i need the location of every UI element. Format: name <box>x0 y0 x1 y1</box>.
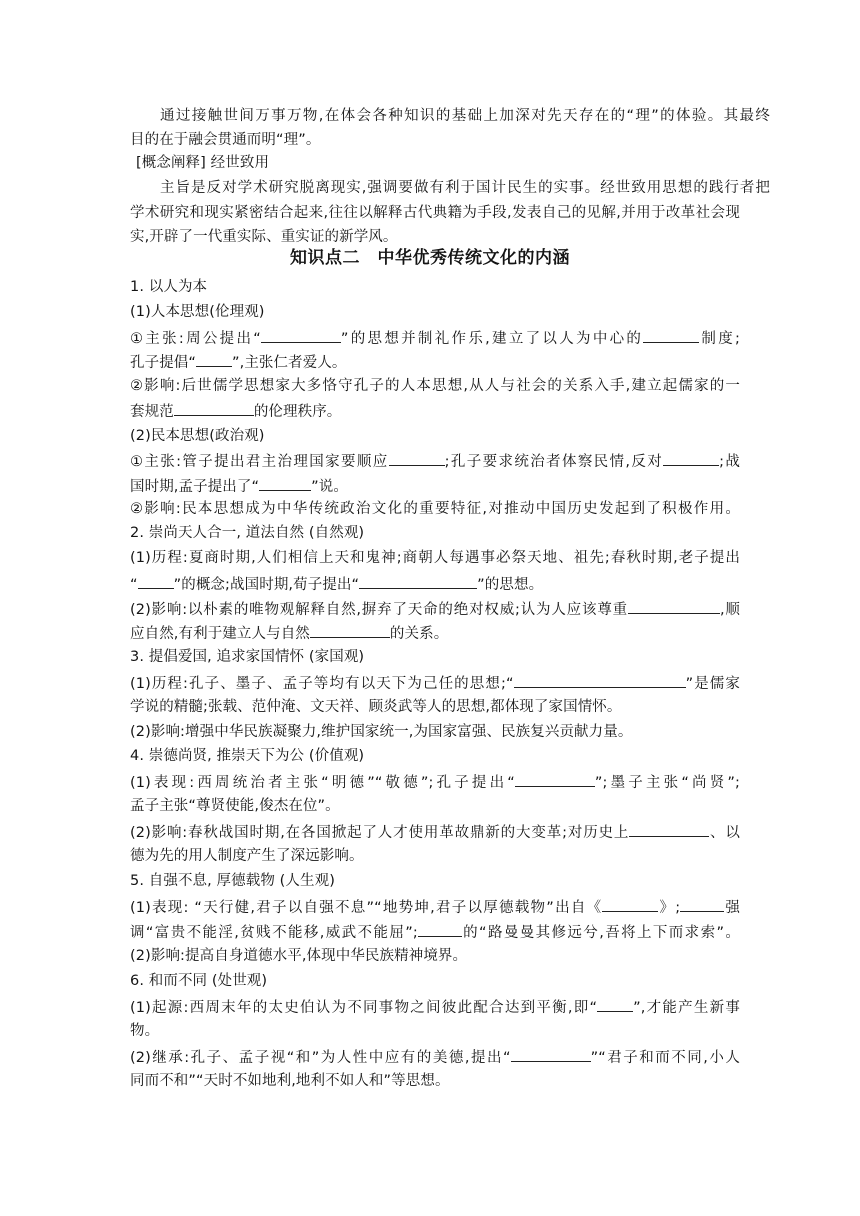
s5-line-c <box>130 946 740 966</box>
s1-line-e <box>130 450 740 472</box>
fill-blank[interactable] <box>138 573 174 589</box>
text: ”是儒家 <box>685 676 740 692</box>
s4-title: 4. 崇德尚贤, 推崇天下为公 (价值观) <box>130 748 365 764</box>
fill-blank[interactable] <box>597 996 633 1012</box>
s1-sub1: (1)人本思想(伦理观) <box>130 304 265 320</box>
s3-line-c <box>130 722 740 742</box>
concept-line-3 <box>130 227 740 247</box>
text: 同而不和”“天时不如地利,地利不如人和”等思想。 <box>130 1073 450 1089</box>
s4-line-c <box>130 821 740 843</box>
text: 学术研究和现实紧密结合起来,往往以解释古代典籍为手段,发表自己的见解,并用于改革社会现 <box>130 205 740 221</box>
s1-line-a <box>130 327 740 349</box>
s2-title: 2. 崇尚天人合一, 道法自然 (自然观) <box>130 525 365 541</box>
text: 学说的精髓;张载、范仲淹、文天祥、顾炎武等人的思想,都体现了家国情怀。 <box>130 699 622 715</box>
s1-line-b <box>130 351 740 373</box>
s3-line-b <box>130 697 740 717</box>
text: (1)表现: “天行健,君子以自强不息”“地势坤,君子以厚德载物”出自《 <box>130 900 603 916</box>
fill-blank[interactable] <box>174 400 254 416</box>
text: 德为先的用人制度产生了深远影响。 <box>130 848 364 864</box>
text: (2)影响:增强中华民族凝聚力,维护国家统一,为国家富强、民族复兴贡献力量。 <box>130 724 633 740</box>
text: 的关系。 <box>389 626 449 642</box>
s4-line-d <box>130 846 740 866</box>
fill-blank[interactable] <box>643 327 699 343</box>
fill-blank[interactable] <box>602 896 658 912</box>
text: 制度; <box>699 331 741 347</box>
text: ;孔子要求统治者体察民情,反对 <box>444 454 664 470</box>
text: (2)影响:提高自身道德水平,体现中华民族精神境界。 <box>130 948 468 964</box>
text: 通过接触世间万事万物,在体会各种知识的基础上加深对先天存在的“理”的体验。其最终 <box>160 108 770 124</box>
text: 强 <box>724 900 740 916</box>
text: ;战 <box>719 454 740 470</box>
s1-sub2: (2)民本思想(政治观) <box>130 428 265 444</box>
text: ”;墨子主张“尚贤”; <box>594 775 740 791</box>
s6-line-c <box>130 1046 740 1068</box>
text: 》; <box>658 900 681 916</box>
section-title: 知识点二 中华优秀传统文化的内涵 <box>290 248 570 268</box>
concept-label: [概念阐释] <box>136 155 206 171</box>
intro-line-1 <box>160 106 770 126</box>
text: 孔子提倡“ <box>130 355 197 371</box>
concept-heading <box>136 153 746 173</box>
text: (1)历程:孔子、墨子、孟子等均有以天下为己任的思想;“ <box>130 676 514 692</box>
s6-line-b <box>130 1021 740 1041</box>
text: (2)影响:以朴素的唯物观解释自然,摒弃了天命的绝对权威;认为人应该尊重 <box>130 602 628 618</box>
text: 套规范 <box>130 404 174 420</box>
fill-blank[interactable] <box>359 573 477 589</box>
s5-line-b <box>130 921 740 943</box>
fill-blank[interactable] <box>196 351 232 367</box>
text: “ <box>130 577 138 593</box>
s6-title: 6. 和而不同 (处世观) <box>130 973 268 989</box>
text: (1)起源:西周末年的太史伯认为不同事物之间彼此配合达到平衡,即“ <box>130 1000 598 1016</box>
text: 、以 <box>709 825 740 841</box>
fill-blank[interactable] <box>418 921 462 937</box>
s1-line-c <box>130 376 740 396</box>
text: 调“富贵不能淫,贫贱不能移,威武不能屈”; <box>130 925 418 941</box>
fill-blank[interactable] <box>629 821 709 837</box>
text: ”的思想并制礼作乐,建立了以人为中心的 <box>340 331 644 347</box>
text: ”说。 <box>311 479 348 495</box>
fill-blank[interactable] <box>261 327 341 343</box>
fill-blank[interactable] <box>663 450 719 466</box>
s2-line-b <box>130 573 740 595</box>
fill-blank[interactable] <box>514 672 686 688</box>
s1-line-d <box>130 400 740 422</box>
s3-title: 3. 提倡爱国, 追求家国情怀 (家国观) <box>130 649 365 665</box>
fill-blank[interactable] <box>389 450 445 466</box>
s4-line-b <box>130 796 740 816</box>
text: ”的概念;战国时期,荀子提出“ <box>173 577 360 593</box>
intro-line-2 <box>130 130 740 150</box>
fill-blank[interactable] <box>310 622 390 638</box>
text: (1)历程:夏商时期,人们相信上天和鬼神;商朝人每遇事必祭天地、祖先;春秋时期,老子提出 <box>130 550 740 566</box>
text: (2)影响:春秋战国时期,在各国掀起了人才使用革故鼎新的大变革;对历史上 <box>130 825 630 841</box>
text: ,顺 <box>719 602 740 618</box>
s1-title: 1. 以人为本 <box>130 279 208 295</box>
s2-line-c <box>130 598 740 620</box>
s6-line-d <box>130 1071 740 1091</box>
s3-line-a <box>130 672 740 694</box>
text: 的伦理秩序。 <box>253 404 342 420</box>
fill-blank[interactable] <box>259 475 311 491</box>
s4-line-a <box>130 771 740 793</box>
text: ”的思想。 <box>477 577 544 593</box>
s2-line-a <box>130 548 740 568</box>
s1-line-f <box>130 475 740 497</box>
concept-line-2 <box>130 203 740 223</box>
concept-term: 经世致用 <box>210 155 270 171</box>
text: 国时期,孟子提出了“ <box>130 479 260 495</box>
s1-line-g <box>130 499 740 519</box>
text: 的“路曼曼其修远兮,吾将上下而求索”。 <box>461 925 740 941</box>
text: ②影响:民本思想成为中华传统政治文化的重要特征,对推动中国历史发起到了积极作用。 <box>130 501 740 517</box>
text: ②影响:后世儒学思想家大多恪守孔子的人本思想,从人与社会的关系入手,建立起儒家的一 <box>130 378 740 394</box>
text: ”,才能产生新事 <box>633 1000 741 1016</box>
s2-line-d <box>130 622 740 644</box>
text: (1)表现:西周统治者主张“明德”“敬德”;孔子提出“ <box>130 775 515 791</box>
text: ①主张:周公提出“ <box>130 331 261 347</box>
text: 孟子主张“尊贤使能,俊杰在位”。 <box>130 798 340 814</box>
text: 物。 <box>130 1023 160 1039</box>
fill-blank[interactable] <box>680 896 724 912</box>
s5-line-a <box>130 896 740 918</box>
text: 目的在于融会贯通而明“理”。 <box>130 132 321 148</box>
fill-blank[interactable] <box>511 1046 591 1062</box>
text: ①主张:管子提出君主治理国家要顺应 <box>130 454 389 470</box>
text: 应自然,有利于建立人与自然 <box>130 626 310 642</box>
fill-blank[interactable] <box>515 771 595 787</box>
s5-title: 5. 自强不息, 厚德载物 (人生观) <box>130 873 335 889</box>
text: 主旨是反对学术研究脱离现实,强调要做有利于国计民生的实事。经世致用思想的践行者把 <box>160 180 770 196</box>
s6-line-a <box>130 996 740 1018</box>
text: (2)继承:孔子、孟子视“和”为人性中应有的美德,提出“ <box>130 1050 511 1066</box>
fill-blank[interactable] <box>628 598 720 614</box>
text: 实,开辟了一代重实际、重实证的新学风。 <box>130 229 398 245</box>
concept-line-1 <box>160 178 770 198</box>
text: ”“君子和而不同,小人 <box>590 1050 741 1066</box>
text: ”,主张仁者爱人。 <box>232 355 347 371</box>
